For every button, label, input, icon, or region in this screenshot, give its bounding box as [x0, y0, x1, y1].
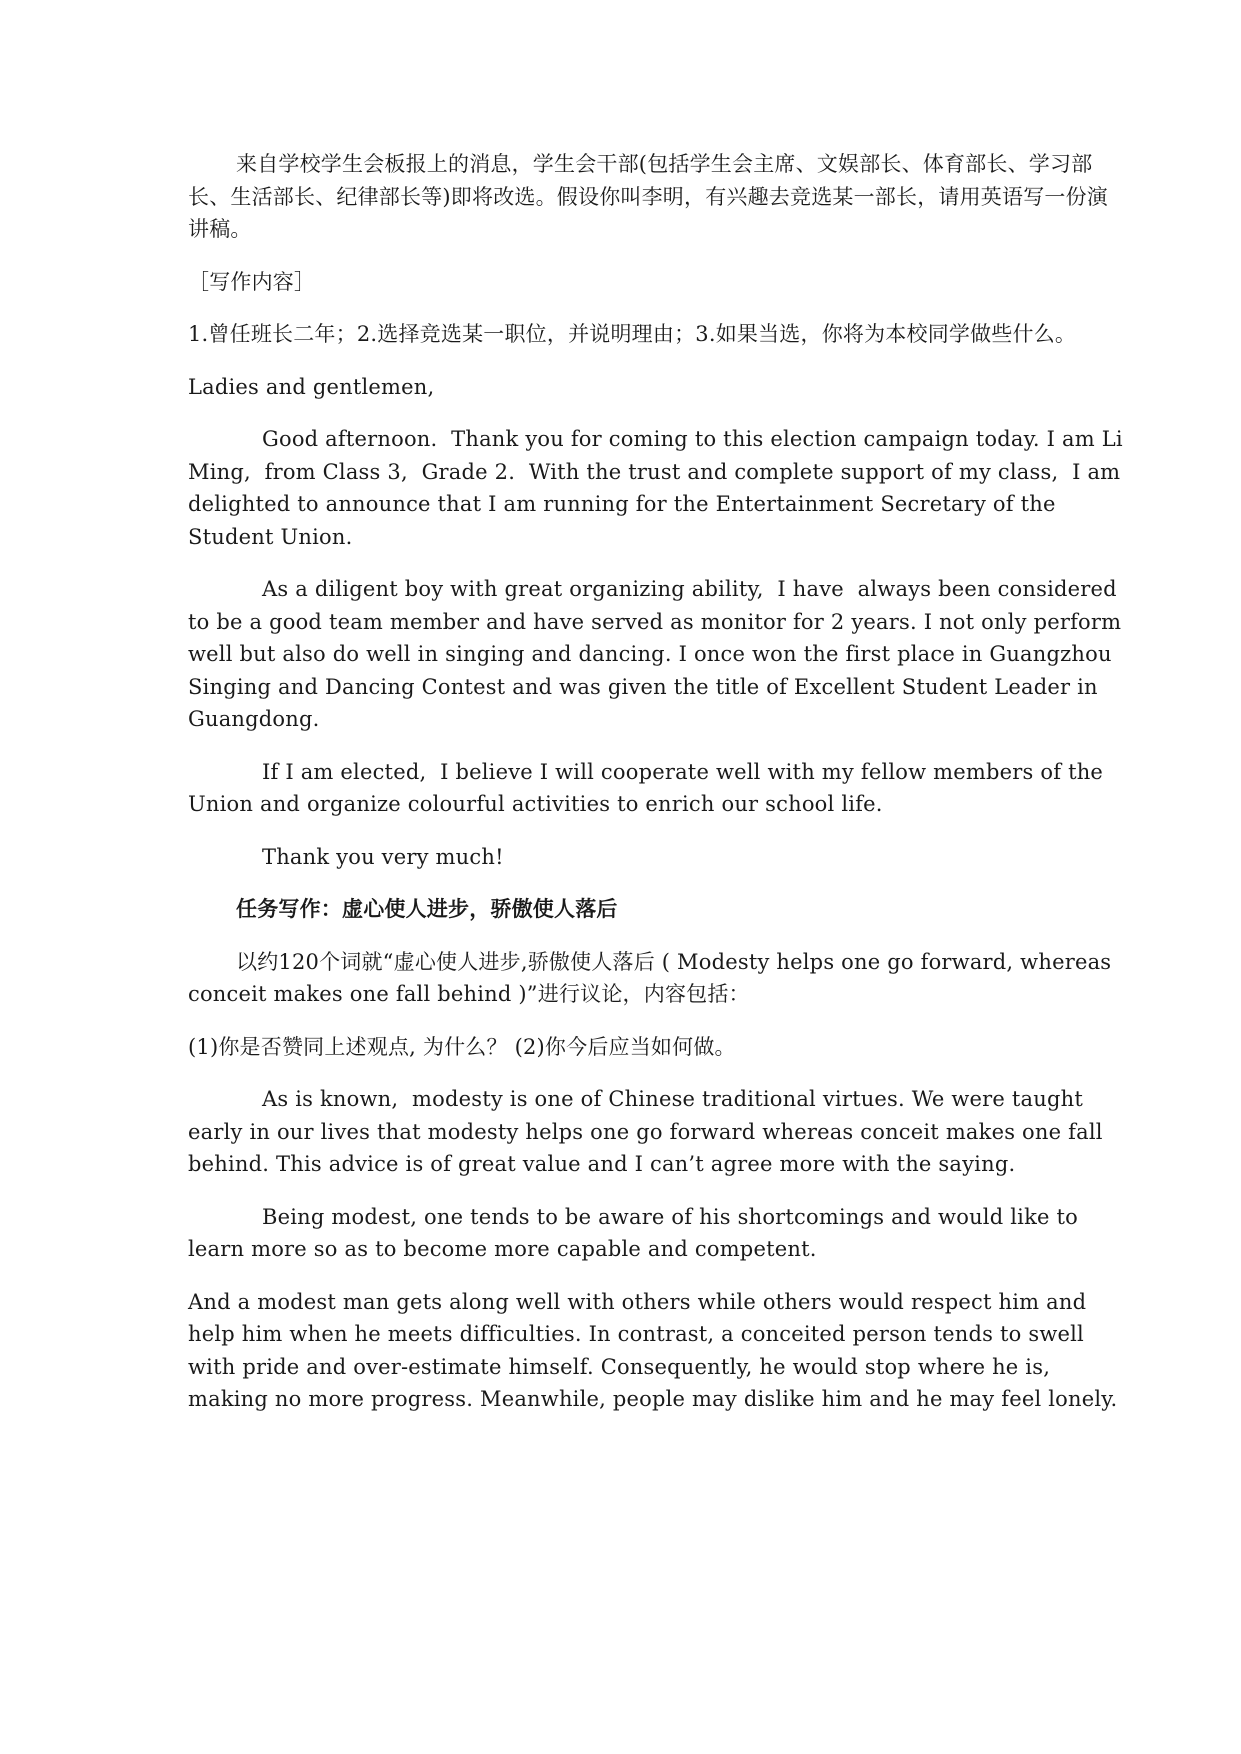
speech-paragraph-1: Good afternoon. Thank you for coming to this election campaign today. I am Li Ming, from Class 3, Grade 2. With the trust and complete support of my class, I am delighted to announce that I am running for the Entertainment Secretary of the Student Union.: [188, 427, 1130, 549]
section-label: ［写作内容］: [188, 269, 316, 294]
speech-greeting: Ladies and gentlemen,: [188, 374, 435, 399]
task-title: 任务写作：虚心使人进步，骄傲使人落后: [236, 896, 618, 921]
requirements-paragraph: 1.曾任班长二年；2.选择竞选某一职位，并说明理由；3.如果当选，你将为本校同学做些什么。: [188, 322, 1077, 346]
task-prompt: 以约120个词就“虚心使人进步,骄傲使人落后 ( Modesty helps one go forward, whereas conceit makes one fall behind )”进行议论，内容包括：: [188, 949, 1119, 1006]
essay-paragraph-3: And a modest man gets along well with others while others would respect him and help him when he meets difficulties. In contrast, a conceited person tends to swell with pride and over-estimate himself. Consequently, he would stop where he is, making no more progress. Meanwhile, people may dislike him and he may feel lonely.: [188, 1289, 1118, 1411]
intro-paragraph: 来自学校学生会板报上的消息，学生会干部(包括学生会主席、文娱部长、体育部长、学习部长、生活部长、纪律部长等)即将改选。假设你叫李明，有兴趣去竞选某一部长，请用英语写一份演讲稿。: [188, 152, 1108, 241]
essay-paragraph-2: Being modest, one tends to be aware of his shortcomings and would like to learn more so as to become more capable and competent.: [188, 1204, 1085, 1261]
speech-closing: Thank you very much!: [262, 844, 504, 869]
speech-paragraph-2: As a diligent boy with great organizing ability, I have always been considered to be a good team member and have served as monitor for 2 years. I not only perform well but also do well in singing and dancing. I once won the first place in Guangzhou Singing and Dancing Contest and was given the title of Excellent Student Leader in Guangdong.: [188, 577, 1129, 731]
speech-paragraph-3: If I am elected, I believe I will cooperate well with my fellow members of the Union and organize colourful activities to enrich our school life.: [188, 759, 1110, 816]
document-page: [188, 148, 1128, 1436]
essay-paragraph-1: As is known, modesty is one of Chinese traditional virtues. We were taught early in our lives that modesty helps one go forward whereas conceit makes one fall behind. This advice is of great value and I can’t agree more with the saying.: [188, 1087, 1110, 1176]
task-questions: (1)你是否赞同上述观点, 为什么？ (2)你今后应当如何做。: [188, 1034, 736, 1059]
